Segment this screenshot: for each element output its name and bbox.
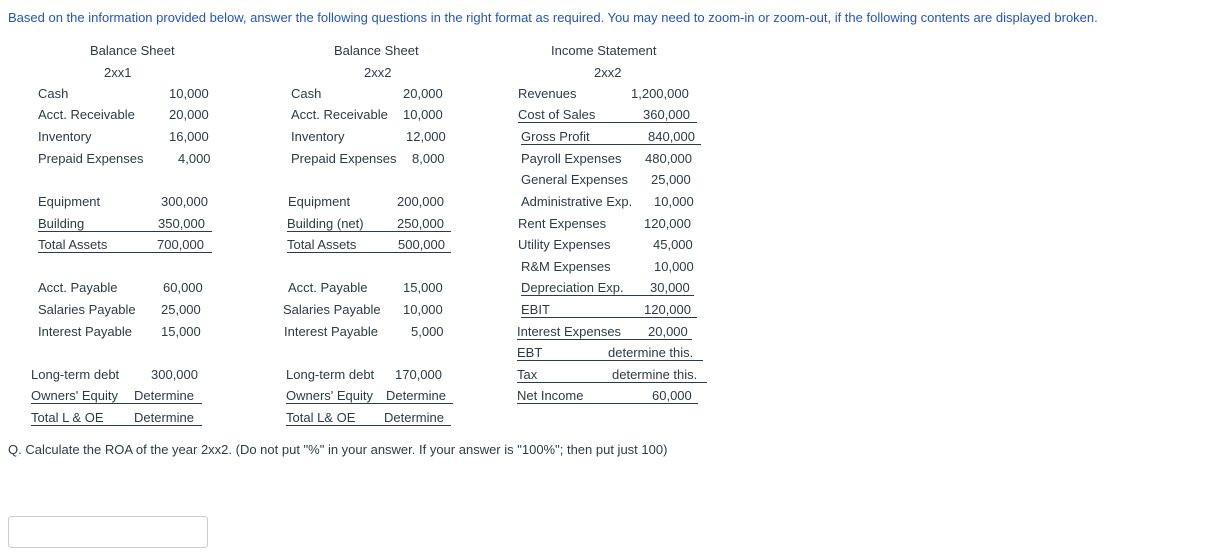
- bs2-total-lo-underline: [286, 425, 451, 426]
- is-ni-label: Net Income: [517, 388, 584, 403]
- bs2-prepaid-label: Prepaid Expenses: [291, 151, 397, 166]
- is-general-value: 25,000: [651, 172, 691, 187]
- bs1-ltd-label: Long-term debt: [31, 367, 120, 382]
- is-rm-value: 10,000: [654, 259, 694, 274]
- bs2-total-assets-value: 500,000: [398, 237, 445, 252]
- bs2-inventory-value: 12,000: [406, 129, 446, 144]
- is-ebt-value: determine this.: [608, 345, 694, 360]
- bs2-total-lo-label: Total L& OE: [286, 410, 356, 425]
- bs2-ar-value: 10,000: [403, 107, 443, 122]
- bs1-total-lo-value: Determine: [134, 410, 194, 425]
- bs2-prepaid-value: 8,000: [412, 151, 445, 166]
- question-text: [8, 442, 667, 458]
- is-tax-label: Tax: [517, 367, 538, 382]
- question-body: Calculate the ROA of the year 2xx2. (Do not put "%" in your answer. If your answer is "100%"; then put just 100): [21, 442, 668, 457]
- bs2-total-assets-underline: [287, 252, 451, 253]
- is-tax-underline: [517, 382, 707, 383]
- is-cos-underline: [518, 122, 697, 123]
- bs2-oe-label: Owners' Equity: [286, 388, 374, 403]
- bs1-ap-value: 60,000: [163, 280, 203, 295]
- bs1-salaries-value: 25,000: [161, 302, 201, 317]
- bs1-total-assets-label: Total Assets: [38, 237, 108, 252]
- bs1-inventory-value: 16,000: [169, 129, 209, 144]
- is-tax-value: determine this.: [612, 367, 698, 382]
- question-prefix: Q.: [8, 442, 22, 457]
- bs2-cash-label: Cash: [291, 86, 322, 101]
- bs1-equipment-label: Equipment: [38, 194, 101, 209]
- bs1-total-lo-underline: [31, 425, 202, 426]
- is-ni-underline: [517, 403, 698, 404]
- bs1-total-lo-label: Total L & OE: [31, 410, 104, 425]
- bs1-ar-label: Acct. Receivable: [38, 107, 135, 122]
- instruction-text: Based on the information provided below, answer the following questions in the right format as required. You may need to zoom-in or zoom-out, if the following contents are displayed broken.: [8, 10, 1098, 25]
- bs2-building-label: Building (net): [287, 216, 364, 231]
- bs1-title: Balance Sheet: [90, 43, 175, 58]
- bs2-ltd-label: Long-term debt: [286, 367, 375, 382]
- bs1-building-value: 350,000: [158, 216, 205, 231]
- bs2-year: 2xx2: [364, 65, 392, 80]
- bs2-interest-label: Interest Payable: [284, 324, 378, 339]
- bs2-oe-underline: [286, 403, 453, 404]
- is-admin-label: Administrative Exp.: [521, 194, 633, 209]
- is-cos-label: Cost of Sales: [518, 107, 596, 122]
- is-gp-value: 840,000: [648, 129, 695, 144]
- is-ebt-underline: [517, 360, 703, 361]
- is-utility-label: Utility Expenses: [518, 237, 611, 252]
- is-ebit-label: EBIT: [521, 302, 550, 317]
- bs1-ap-label: Acct. Payable: [38, 280, 118, 295]
- is-intexp-value: 20,000: [648, 324, 688, 339]
- is-revenues-label: Revenues: [518, 86, 577, 101]
- is-dep-underline: [521, 295, 694, 296]
- is-payroll-label: Payroll Expenses: [521, 151, 622, 166]
- bs1-interest-value: 15,000: [161, 324, 201, 339]
- bs1-cash-label: Cash: [38, 86, 69, 101]
- is-payroll-value: 480,000: [645, 151, 692, 166]
- bs1-ltd-value: 300,000: [151, 367, 198, 382]
- is-intexp-underline: [517, 339, 692, 340]
- bs2-ar-label: Acct. Receivable: [291, 107, 388, 122]
- is-cos-value: 360,000: [643, 107, 690, 122]
- bs1-total-assets-value: 700,000: [157, 237, 204, 252]
- bs2-salaries-label: Salaries Payable: [283, 302, 381, 317]
- bs1-equipment-value: 300,000: [161, 194, 208, 209]
- bs2-building-underline: [287, 231, 451, 232]
- bs1-salaries-label: Salaries Payable: [38, 302, 136, 317]
- bs2-cash-value: 20,000: [403, 86, 443, 101]
- is-ebit-underline: [521, 317, 697, 318]
- bs2-equipment-value: 200,000: [397, 194, 444, 209]
- bs1-building-underline: [38, 231, 212, 232]
- is-dep-value: 30,000: [650, 280, 690, 295]
- bs2-title: Balance Sheet: [334, 43, 419, 58]
- bs2-total-assets-label: Total Assets: [287, 237, 357, 252]
- is-ebit-value: 120,000: [644, 302, 691, 317]
- bs2-ap-value: 15,000: [403, 280, 443, 295]
- bs1-oe-underline: [31, 403, 202, 404]
- bs1-inventory-label: Inventory: [38, 129, 92, 144]
- answer-input[interactable]: [8, 516, 208, 548]
- is-gp-label: Gross Profit: [521, 129, 590, 144]
- bs2-inventory-label: Inventory: [291, 129, 345, 144]
- bs1-interest-label: Interest Payable: [38, 324, 132, 339]
- is-utility-value: 45,000: [653, 237, 693, 252]
- bs1-oe-label: Owners' Equity: [31, 388, 119, 403]
- bs2-salaries-value: 10,000: [403, 302, 443, 317]
- bs2-interest-value: 5,000: [411, 324, 444, 339]
- bs1-total-assets-underline: [38, 252, 212, 253]
- is-rm-label: R&M Expenses: [521, 259, 611, 274]
- bs1-cash-value: 10,000: [169, 86, 209, 101]
- is-gp-underline: [521, 144, 701, 145]
- is-rent-value: 120,000: [644, 216, 691, 231]
- is-intexp-label: Interest Expenses: [517, 324, 622, 339]
- bs1-year: 2xx1: [104, 65, 132, 80]
- bs1-oe-value: Determine: [134, 388, 194, 403]
- bs2-building-value: 250,000: [397, 216, 444, 231]
- bs2-equipment-label: Equipment: [288, 194, 351, 209]
- is-year: 2xx2: [594, 65, 622, 80]
- is-revenues-value: 1,200,000: [631, 86, 689, 101]
- is-ebt-label: EBT: [517, 345, 543, 360]
- bs2-total-lo-value: Determine: [384, 410, 444, 425]
- is-dep-label: Depreciation Exp.: [521, 280, 624, 295]
- bs1-ar-value: 20,000: [169, 107, 209, 122]
- is-ni-value: 60,000: [652, 388, 692, 403]
- bs2-oe-value: Determine: [386, 388, 446, 403]
- is-general-label: General Expenses: [521, 172, 628, 187]
- is-title: Income Statement: [551, 43, 657, 58]
- bs1-building-label: Building: [38, 216, 85, 231]
- is-admin-value: 10,000: [654, 194, 694, 209]
- bs2-ltd-value: 170,000: [395, 367, 442, 382]
- is-rent-label: Rent Expenses: [518, 216, 607, 231]
- bs1-prepaid-value: 4,000: [178, 151, 211, 166]
- bs1-prepaid-label: Prepaid Expenses: [38, 151, 144, 166]
- bs2-ap-label: Acct. Payable: [288, 280, 368, 295]
